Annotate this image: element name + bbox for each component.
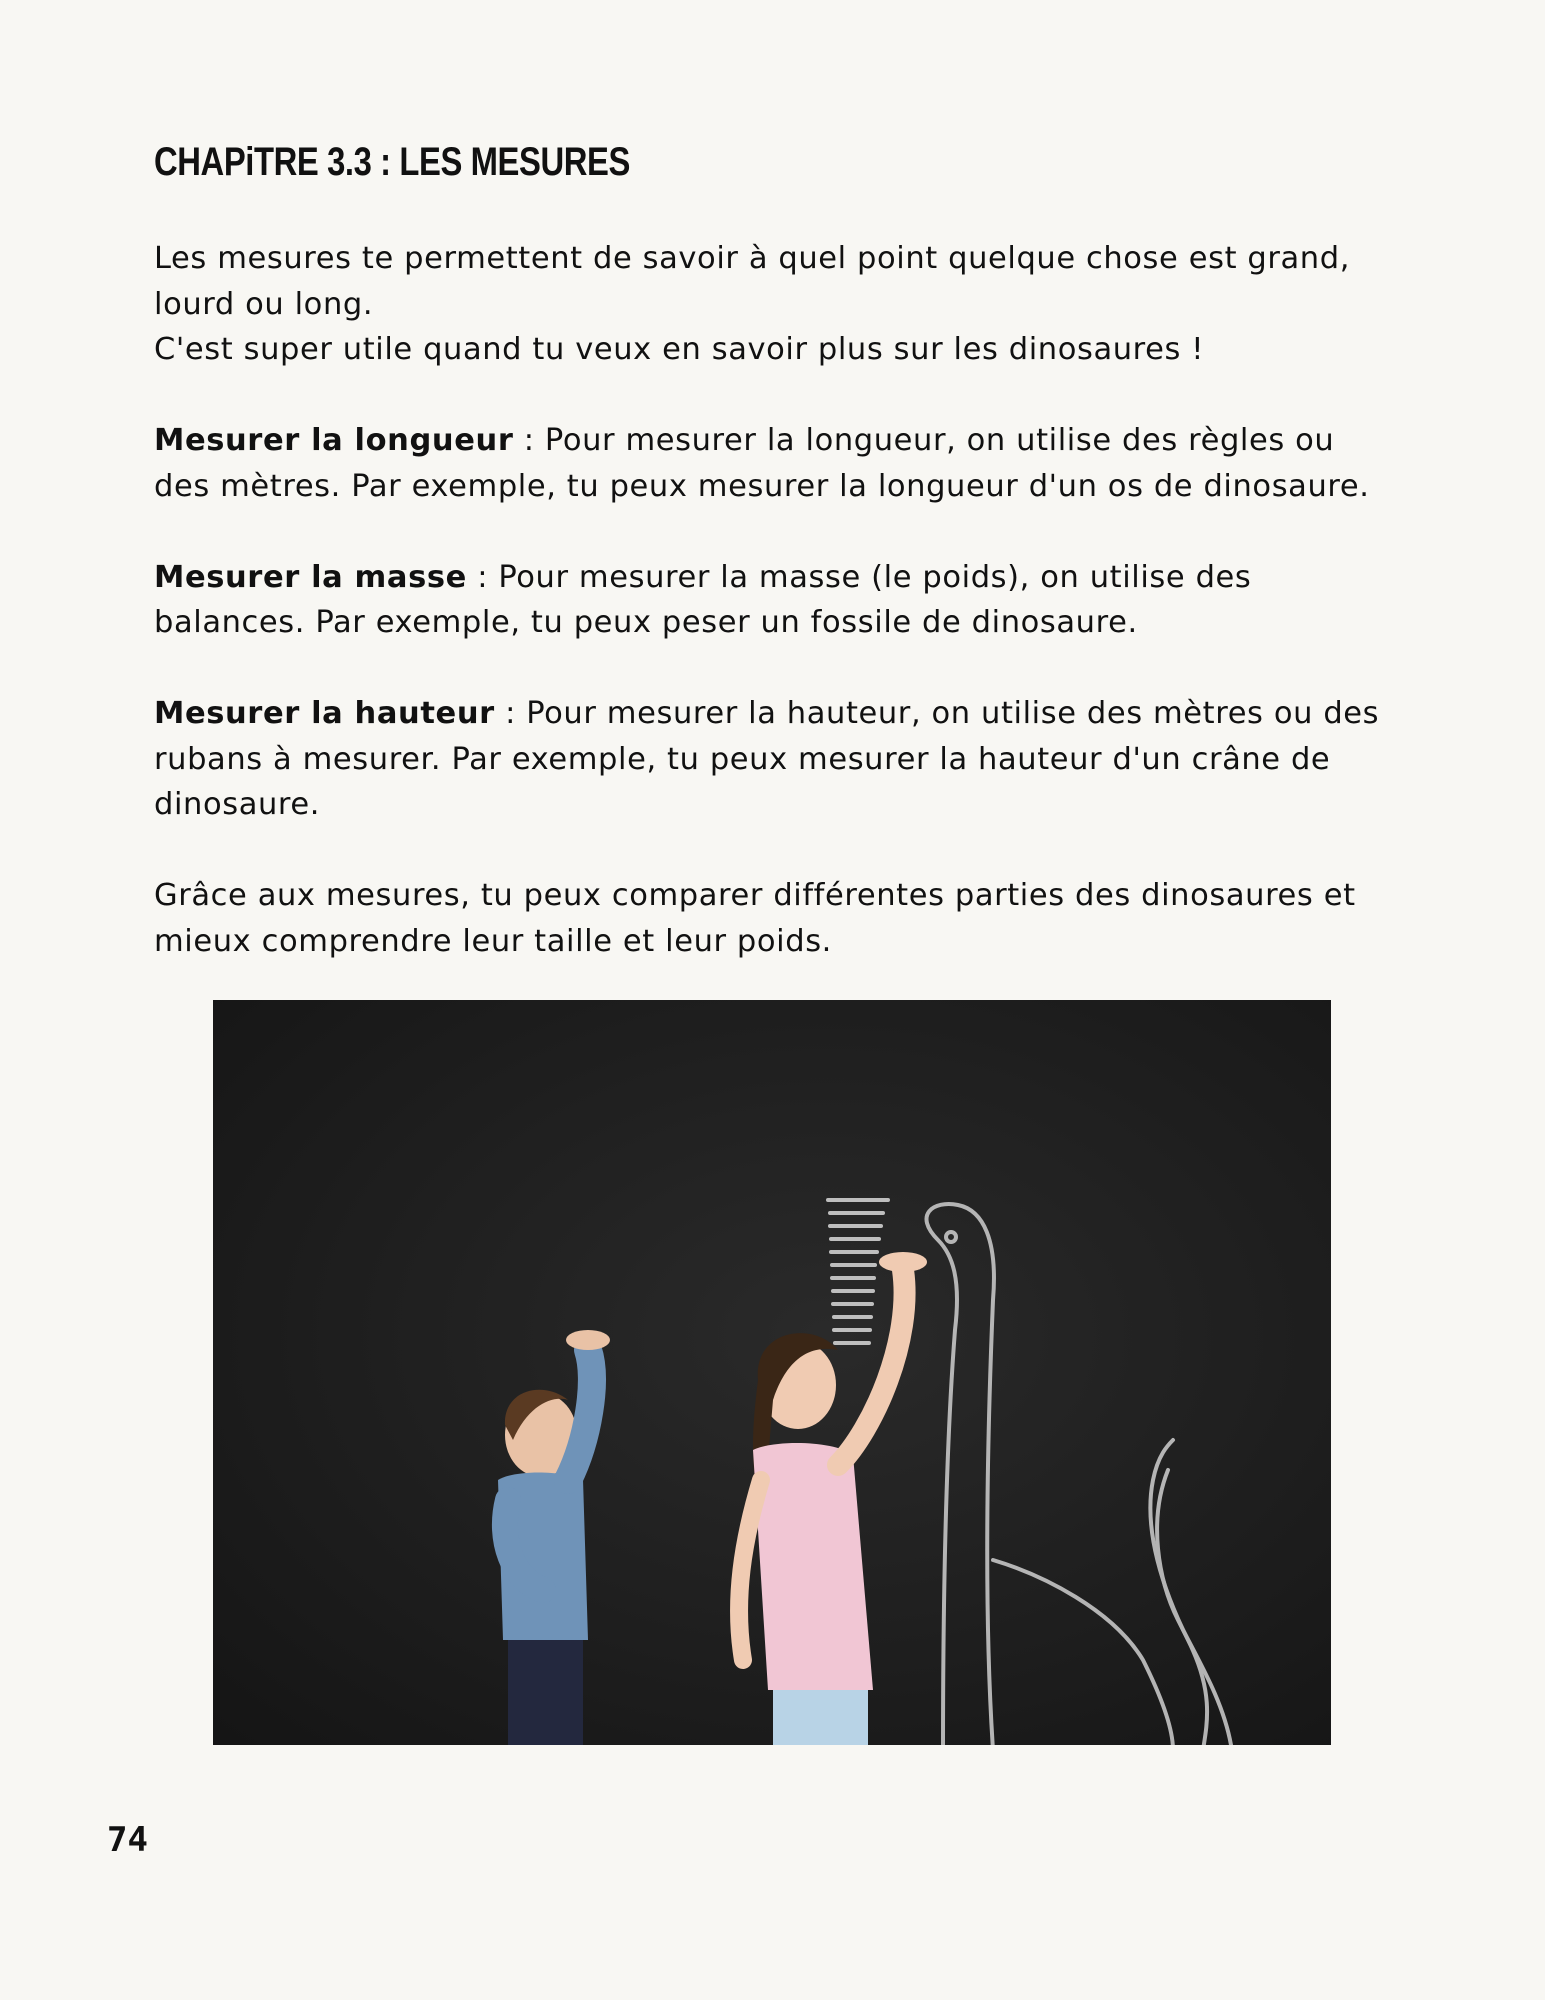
chalkboard-photo-icon	[213, 1000, 1331, 1745]
section-length-heading: Mesurer la longueur	[154, 423, 514, 458]
chalkboard-photo	[213, 1000, 1331, 1745]
section-mass-heading: Mesurer la masse	[154, 559, 467, 595]
page-title: CHAPiTRE 3.3 : LES MESURES	[154, 140, 630, 184]
section-mass-text: : Pour mesurer la masse (le poids), on utilise des balances. Par exemple, tu peux peser un fossile de dinosaure.	[154, 559, 1252, 640]
conclusion-paragraph: Grâce aux mesures, tu peux comparer différentes parties des dinosaures et mieux comprendre leur taille et leur poids.	[154, 878, 1356, 959]
section-height	[154, 691, 1399, 828]
intro-paragraph	[154, 236, 1399, 373]
intro-line-2: C'est super utile quand tu veux en savoir plus sur les dinosaures !	[154, 332, 1205, 367]
section-length	[154, 418, 1399, 509]
page-number: 74	[107, 1820, 148, 1860]
section-height-text: : Pour mesurer la hauteur, on utilise des mètres ou des rubans à mesurer. Par exemple, tu peux mesurer la hauteur d'un crâne de dinosaure.	[154, 696, 1380, 822]
section-length-text: : Pour mesurer la longueur, on utilise des règles ou des mètres. Par exemple, tu peux mesurer la longueur d'un os de dinosaure.	[154, 423, 1370, 504]
chapter-body	[154, 236, 1399, 1010]
section-mass	[154, 555, 1399, 646]
intro-line-1: Les mesures te permettent de savoir à quel point quelque chose est grand, lourd ou long.	[154, 241, 1350, 322]
section-height-heading: Mesurer la hauteur	[154, 696, 495, 731]
